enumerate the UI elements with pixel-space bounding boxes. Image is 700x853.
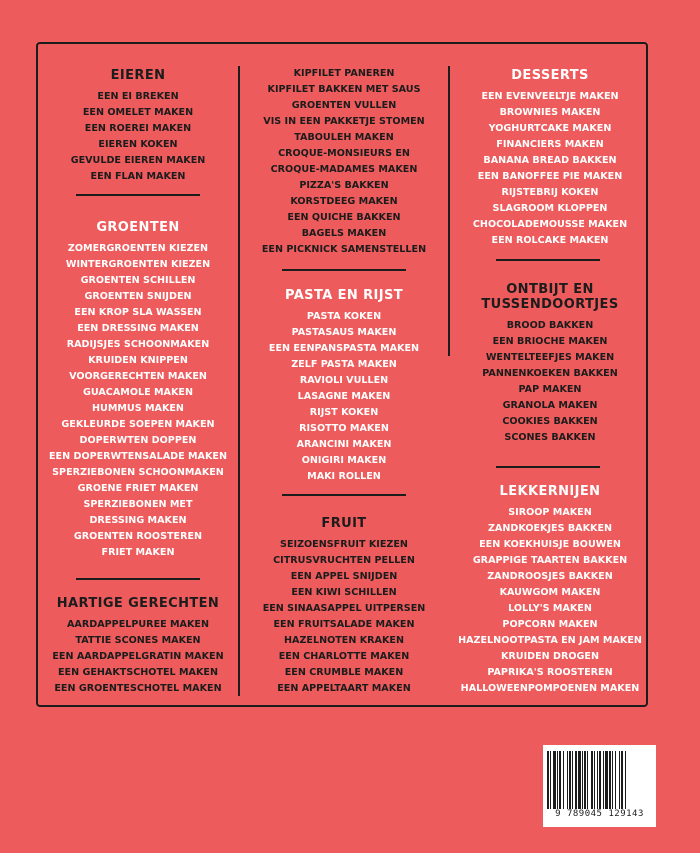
barcode-stripe: [597, 751, 598, 809]
list-item: EEN BRIOCHE MAKEN: [492, 336, 608, 347]
barcode-stripe: [582, 751, 583, 809]
section-hartige-continued: [238, 66, 450, 258]
section-title-eieren: EIEREN: [110, 68, 166, 83]
list-item: SCONES BAKKEN: [504, 432, 596, 443]
list-eieren: [38, 89, 238, 185]
list-item: DRESSING MAKEN: [89, 515, 187, 526]
section-title-fruit: FRUIT: [321, 516, 367, 531]
list-item: EEN FLAN MAKEN: [90, 171, 186, 182]
list-item: GEVULDE EIEREN MAKEN: [70, 155, 206, 166]
list-item: TATTIE SCONES MAKEN: [75, 635, 201, 646]
list-item: GROENTEN VULLEN: [291, 100, 397, 111]
section-eieren: [38, 68, 238, 185]
barcode-stripe: [578, 751, 581, 809]
barcode-stripe: [625, 751, 626, 809]
barcode-stripe: [547, 751, 549, 809]
list-item: EEN SINAASAPPEL UITPERSEN: [262, 603, 426, 614]
list-item: PASTASAUS MAKEN: [291, 327, 397, 338]
list-item: EEN PICKNICK SAMENSTELLEN: [261, 244, 427, 255]
section-title-lekkernijen: LEKKERNIJEN: [499, 484, 601, 499]
list-item: DOPERWTEN DOPPEN: [79, 435, 197, 446]
list-item: EEN KROP SLA WASSEN: [74, 307, 202, 318]
section-title-pasta: PASTA EN RIJST: [284, 288, 403, 303]
list-item: EEN EI BREKEN: [97, 91, 179, 102]
list-item: EEN GEHAKTSCHOTEL MAKEN: [57, 667, 218, 678]
list-item: KRUIDEN DROGEN: [500, 651, 600, 662]
list-item: EEN ROEREI MAKEN: [84, 123, 192, 134]
list-item: HAZELNOTEN KRAKEN: [284, 635, 404, 646]
list-item: HUMMUS MAKEN: [92, 403, 184, 414]
section-title-groenten: GROENTEN: [96, 220, 180, 235]
list-item: KIPFILET PANEREN: [293, 68, 395, 79]
section-title-ontbijt-2: TUSSENDOORTJES: [481, 297, 619, 312]
barcode-stripe: [559, 751, 561, 809]
barcode-stripe: [557, 751, 558, 809]
barcode-stripe: [587, 751, 588, 809]
list-item: EEN DRESSING MAKEN: [77, 323, 199, 334]
contents-frame: [36, 42, 648, 707]
list-item: GROENTEN ROOSTEREN: [73, 531, 203, 542]
barcode-stripe: [572, 751, 573, 809]
list-item: RISOTTO MAKEN: [299, 423, 389, 434]
list-lekkernijen: [450, 505, 650, 697]
list-item: EEN APPEL SNIJDEN: [290, 571, 398, 582]
list-item: SPERZIEBONEN MET: [83, 499, 193, 510]
list-item: EEN EENPANSPASTA MAKEN: [268, 343, 420, 354]
list-item: COOKIES BAKKEN: [502, 416, 598, 427]
list-item: EEN AARDAPPELGRATIN MAKEN: [52, 651, 224, 662]
list-item: HALLOWEENPOMPOENEN MAKEN: [460, 683, 640, 694]
list-item: EEN FRUITSALADE MAKEN: [273, 619, 415, 630]
list-item: EEN CHARLOTTE MAKEN: [278, 651, 410, 662]
list-item: KORSTDEEG MAKEN: [290, 196, 398, 207]
list-item: RADIJSJES SCHOONMAKEN: [66, 339, 210, 350]
barcode-stripe: [621, 751, 623, 809]
barcode-bars-icon: [547, 751, 652, 809]
list-item: BROWNIES MAKEN: [499, 107, 601, 118]
list-item: ONIGIRI MAKEN: [301, 455, 387, 466]
list-item: MAKI ROLLEN: [307, 471, 381, 482]
list-item: EIEREN KOKEN: [98, 139, 178, 150]
list-item: ZELF PASTA MAKEN: [291, 359, 397, 370]
section-desserts: [450, 68, 650, 249]
list-item: EEN KOEKHUISJE BOUWEN: [479, 539, 621, 550]
barcode: [543, 745, 656, 827]
list-item: GRANOLA MAKEN: [502, 400, 598, 411]
list-item: ZANDROOSJES BAKKEN: [487, 571, 613, 582]
section-title-hartige: HARTIGE GERECHTEN: [56, 596, 220, 611]
list-item: RIJST KOKEN: [309, 407, 379, 418]
divider: [76, 578, 200, 580]
list-hartige: [38, 617, 238, 697]
barcode-stripe: [584, 751, 586, 809]
list-item: EEN ROLCAKE MAKEN: [491, 235, 609, 246]
list-item: EEN OMELET MAKEN: [82, 107, 194, 118]
list-item: CROQUE-MONSIEURS EN: [278, 148, 410, 159]
list-item: GUACAMOLE MAKEN: [83, 387, 193, 398]
isbn-number: 9 789045 129143: [555, 809, 644, 819]
list-item: YOGHURTCAKE MAKEN: [488, 123, 612, 134]
list-item: SIROOP MAKEN: [508, 507, 592, 518]
list-item: GROENE FRIET MAKEN: [77, 483, 199, 494]
list-item: KAUWGOM MAKEN: [499, 587, 601, 598]
barcode-stripe: [603, 751, 604, 809]
list-item: RIJSTEBRIJ KOKEN: [501, 187, 599, 198]
divider: [282, 494, 406, 496]
list-item: ARANCINI MAKEN: [296, 439, 392, 450]
list-fruit: [238, 537, 450, 697]
list-item: CITRUSVRUCHTEN PELLEN: [273, 555, 415, 566]
list-item: BROOD BAKKEN: [506, 320, 594, 331]
list-item: PIZZA'S BAKKEN: [299, 180, 389, 191]
list-item: WENTELTEEFJES MAKEN: [485, 352, 615, 363]
list-item: SEIZOENSFRUIT KIEZEN: [280, 539, 408, 550]
section-lekkernijen: [450, 484, 650, 697]
list-item: EEN BANOFFEE PIE MAKEN: [477, 171, 623, 182]
list-groenten: [38, 241, 238, 561]
list-item: SLAGROOM KLOPPEN: [492, 203, 608, 214]
list-item: GROENTEN SNIJDEN: [84, 291, 192, 302]
list-item: POPCORN MAKEN: [502, 619, 598, 630]
list-item: BANANA BREAD BAKKEN: [483, 155, 617, 166]
section-ontbijt: [450, 282, 650, 446]
barcode-stripe: [563, 751, 564, 809]
barcode-stripe: [575, 751, 577, 809]
barcode-stripe: [615, 751, 616, 809]
barcode-stripe: [567, 751, 568, 809]
list-item: GEKLEURDE SOEPEN MAKEN: [61, 419, 215, 430]
list-item: FINANCIERS MAKEN: [496, 139, 604, 150]
list-item: EEN GROENTESCHOTEL MAKEN: [54, 683, 222, 694]
list-item: PAP MAKEN: [518, 384, 582, 395]
list-item: SPERZIEBONEN SCHOONMAKEN: [52, 467, 224, 478]
barcode-stripe: [619, 751, 620, 809]
list-item: FRIET MAKEN: [101, 547, 175, 558]
list-item: EEN EVENVEELTJE MAKEN: [481, 91, 619, 102]
section-title-ontbijt-1: ONTBIJT EN: [506, 282, 594, 297]
list-item: RAVIOLI VULLEN: [299, 375, 389, 386]
list-item: ZANDKOEKJES BAKKEN: [487, 523, 613, 534]
list-item: EEN QUICHE BAKKEN: [287, 212, 401, 223]
barcode-stripe: [594, 751, 595, 809]
list-item: EEN APPELTAART MAKEN: [277, 683, 411, 694]
list-item: PAPRIKA'S ROOSTEREN: [487, 667, 613, 678]
list-item: BAGELS MAKEN: [301, 228, 387, 239]
list-item: EEN KIWI SCHILLEN: [291, 587, 397, 598]
list-item: EEN CRUMBLE MAKEN: [284, 667, 404, 678]
barcode-stripe: [550, 751, 551, 809]
list-item: GROENTEN SCHILLEN: [80, 275, 196, 286]
list-pasta: [238, 309, 450, 485]
list-item: HAZELNOOTPASTA EN JAM MAKEN: [458, 635, 642, 646]
list-item: PASTA KOKEN: [306, 311, 382, 322]
divider: [282, 269, 406, 271]
list-item: LOLLY'S MAKEN: [508, 603, 592, 614]
list-item: EEN DOPERWTENSALADE MAKEN: [49, 451, 227, 462]
barcode-stripe: [609, 751, 611, 809]
list-item: GRAPPIGE TAARTEN BAKKEN: [472, 555, 628, 566]
barcode-stripe: [553, 751, 556, 809]
barcode-stripe: [605, 751, 608, 809]
list-hartige-continued: [238, 66, 450, 258]
list-item: ZOMERGROENTEN KIEZEN: [67, 243, 209, 254]
list-item: AARDAPPELPUREE MAKEN: [67, 619, 209, 630]
list-item: KIPFILET BAKKEN MET SAUS: [267, 84, 421, 95]
barcode-stripe: [569, 751, 571, 809]
section-fruit: [238, 516, 450, 697]
section-groenten: [38, 220, 238, 561]
barcode-stripe: [599, 751, 601, 809]
divider: [76, 194, 200, 196]
list-item: CROQUE-MADAMES MAKEN: [270, 164, 418, 175]
section-pasta: [238, 288, 450, 485]
list-item: TABOULEH MAKEN: [294, 132, 394, 143]
divider: [496, 466, 600, 468]
list-ontbijt: [450, 318, 650, 446]
list-item: VIS IN EEN PAKKETJE STOMEN: [263, 116, 425, 127]
divider: [496, 259, 600, 261]
section-hartige-gerechten: [38, 596, 238, 697]
barcode-stripe: [612, 751, 613, 809]
list-item: VOORGERECHTEN MAKEN: [69, 371, 207, 382]
section-title-desserts: DESSERTS: [511, 68, 589, 83]
barcode-stripe: [591, 751, 593, 809]
list-item: LASAGNE MAKEN: [297, 391, 391, 402]
list-item: KRUIDEN KNIPPEN: [88, 355, 188, 366]
list-desserts: [450, 89, 650, 249]
list-item: WINTERGROENTEN KIEZEN: [65, 259, 211, 270]
list-item: PANNENKOEKEN BAKKEN: [482, 368, 618, 379]
list-item: CHOCOLADEMOUSSE MAKEN: [472, 219, 628, 230]
